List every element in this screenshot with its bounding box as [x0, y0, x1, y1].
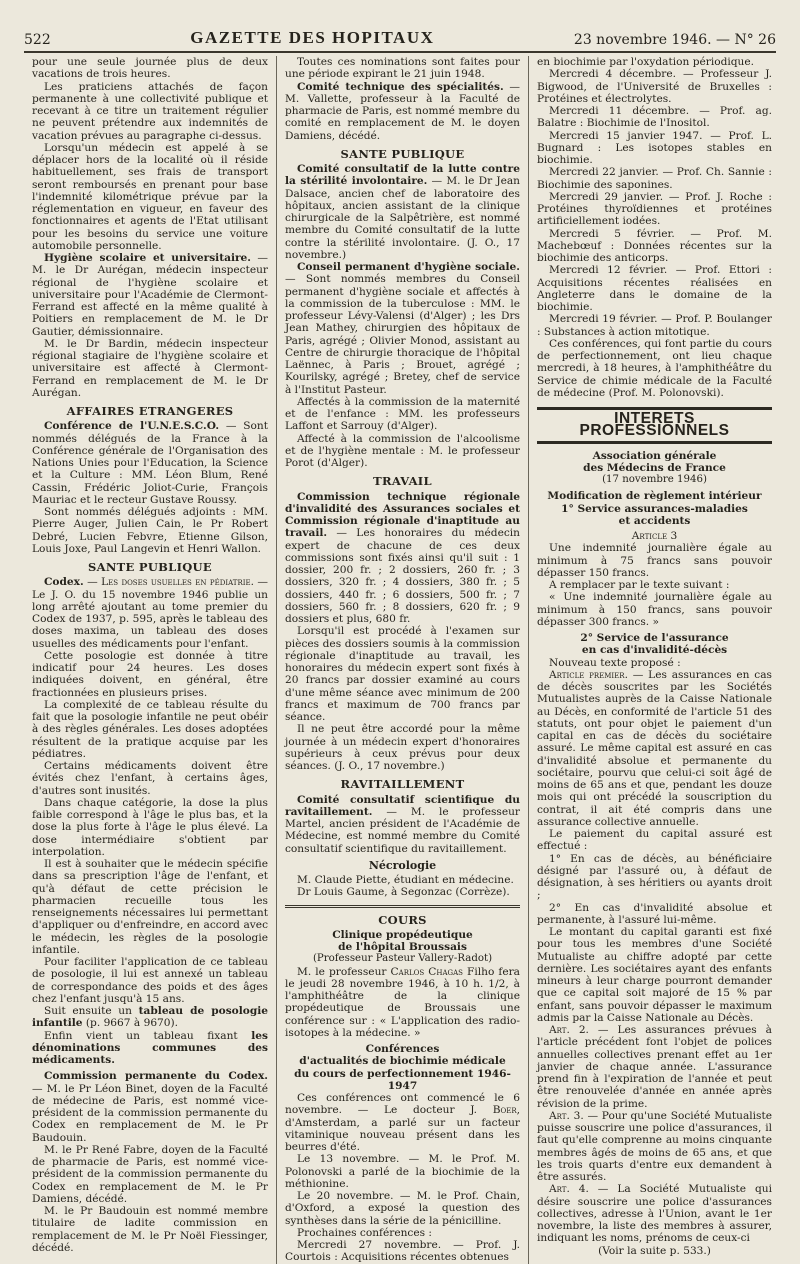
- paragraph: Mercredi 29 janvier. — Prof. J. Roche : Protéines thyroïdiennes et protéines artificiellement iodées.: [537, 190, 772, 228]
- paragraph: Prochaines conférences :: [297, 1226, 432, 1239]
- paragraph-text: — Sont nommés membres du Conseil permanent d'hygiène sociale et affectés à la commission de la tuberculose : MM. le professeur Lévy-Valensi (d'Alger) ; les Drs Jean Mathey, chirurgien des hôpitaux de Paris, agrégé ; Olivier Monod, assistant au Centre de chirurgie thoracique de l'hôpital Laënnec, à Paris ; Brouet, agrégé ; Kourilsky, agrégé ; Bretey, chef de service à l'Institut Pasteur.: [285, 273, 520, 396]
- section-heading: TRAVAIL: [373, 474, 432, 489]
- paragraph: [285, 1092, 520, 1153]
- paragraph-text: — M. le Dr Aurégan, médecin inspecteur régional de l'hygiène scolaire et universitaire pour l'Académie de Clermont-Ferrand est affecté en la même qualité à Poitiers en remplacement de M. le Dr Gautier, démissionnaire.: [32, 252, 268, 338]
- subheading: [537, 490, 772, 502]
- subheading-line: 1° Service assurances-maladies: [561, 502, 748, 515]
- paragraph: Mercredi 12 février. — Prof. Ettori : Acquisitions récentes réalisées en Angleterre dans le domaine de la biochimie.: [537, 264, 772, 313]
- paragraph: [537, 1110, 772, 1184]
- paragraph-text: — M. le Pr Léon Binet, doyen de la Faculté de médecine de Paris, est nommé vice-président de la commission permanente du Codex en remplacement de M. le Pr Baudouin.: [32, 1082, 268, 1144]
- subheading-line: d'actualités de biochimie médicale: [299, 1055, 506, 1068]
- paragraph-text: — M. Vallette, professeur à la Faculté de pharmacie de Paris, est nommé membre du comité en remplacement de M. le doyen Damiens, décédé.: [285, 80, 520, 142]
- paragraph: 2° En cas d'invalidité absolue et permanente, à l'assuré lui-même.: [537, 901, 772, 926]
- subheading: [537, 644, 772, 656]
- section-heading: SANTE PUBLIQUE: [340, 146, 465, 161]
- section-lead: Commission permanente du Codex.: [44, 1070, 268, 1083]
- paragraph: M. le Dr Bardin, médecin inspecteur régional stagiaire de l'hygiène scolaire et universitaire est affecté à Clermont-Ferrand en remplacement de M. le Dr Aurégan.: [32, 337, 268, 399]
- paragraph: [537, 669, 772, 828]
- section-banner: INTERETS PROFESSIONNELS: [537, 407, 772, 444]
- journal-title: GAZETTE DES HOPITAUX: [190, 28, 435, 47]
- page-number: 522: [24, 32, 51, 48]
- paragraph: [285, 794, 520, 855]
- small-caps-text: — Les doses usuelles en pédiatrie.: [83, 576, 254, 589]
- paragraph: M. le Pr Baudouin est nommé membre titulaire de ladite commission en remplacement de M. le Pr Noël Fiessinger, décédé.: [32, 1205, 268, 1254]
- article-label: Article 3: [631, 530, 678, 542]
- paragraph: Dans chaque catégorie, la dose la plus faible correspond à l'âge le plus bas, et la dose la plus forte à l'âge le plus élevé. La dose intermédiaire s'obtient par interpolation.: [32, 796, 268, 858]
- paragraph-text: — Sont nommés délégués de la France à la Conférence générale de l'Organisation des Nations Unies pour l'Education, la Science et la Culture : MM. Léon Blum, René Cassin, Frédéric Joliot-Curie, François Mauriac et le recteur Gustave Roussy.: [32, 420, 268, 506]
- paragraph-text: (p. 9667 à 9670).: [82, 1017, 179, 1030]
- paragraph: [537, 1024, 772, 1110]
- paragraph-text: — M. le Dr Jean Dalsace, ancien chef de laboratoire des hôpitaux, ancien assistant de la clinique chirurgicale de la Salpêtrière, est nommé membre du Comité consultatif de la lutte contre la stérilité involontaire. (J. O., 17 novembre.): [285, 175, 520, 261]
- small-caps-text: Carlos Chagas: [390, 965, 463, 978]
- subheading-line: des Médecins de France: [583, 461, 726, 474]
- paragraph: Pour faciliter l'application de ce tableau de posologie, il lui est annexé un tableau de correspondance des poids et des âges chez l'enfant jusqu'à 15 ans.: [32, 956, 268, 1005]
- small-caps-text: Art. 2.: [549, 1024, 589, 1036]
- section-lead: Comité consultatif scientifique du ravitaillement.: [285, 793, 520, 818]
- section-heading: RAVITAILLEMENT: [340, 777, 465, 792]
- paragraph-text: M. le professeur: [297, 965, 391, 978]
- paragraph: [32, 420, 268, 506]
- section-lead: Commission technique régionale d'invalidité des Assurances sociales et Commission régionale d'inaptitude au travail.: [285, 490, 520, 540]
- section-lead: Hygiène scolaire et universitaire.: [44, 252, 251, 264]
- emphasis: les dénominations communes des médicaments.: [32, 1029, 268, 1066]
- paragraph-text: Suit ensuite un: [44, 1005, 139, 1017]
- paragraph: Ces conférences, qui font partie du cours de perfectionnement, ont lieu chaque mercredi, à 18 heures, à l'amphithéâtre du Service de chimie médicale de la Faculté de médecine (Prof. M. Polonovski).: [537, 337, 772, 399]
- continuation-note: (Voir la suite p. 533.): [598, 1244, 711, 1257]
- paragraph: Lorsqu'un médecin est appelé à se déplacer hors de la localité où il réside habituellement, ses frais de transport seront remboursés en prenant pour base l'indemnité kilométrique prévue par la réglementation en vigueur, en faveur des fonctionnaires et agents de l'Etat utilisant pour les besoins du service une voiture automobile personnelle.: [32, 141, 268, 252]
- paragraph-text: — Pour qu'une Société Mutualiste puisse souscrire une police d'assurances, il faut qu'elle comprenne au moins cinquante membres âgés de moins de 65 ans, et que les trois quarts d'entre eux demandent à être assurés.: [537, 1109, 773, 1183]
- paragraph-text: Enfin vient un tableau fixant: [44, 1029, 252, 1042]
- paragraph: [285, 81, 520, 142]
- paragraph: [32, 252, 268, 338]
- subheading-note: (17 novembre 1946): [602, 474, 707, 485]
- subheading-line: de l'hôpital Broussais: [338, 941, 467, 953]
- subheading: [285, 941, 520, 953]
- section-heading: AFFAIRES ETRANGERES: [66, 404, 234, 418]
- paragraph: pour une seule journée plus de deux vacations de trois heures.: [32, 56, 268, 81]
- paragraph: Dr Louis Gaume, à Segonzac (Corrèze).: [297, 886, 510, 899]
- paragraph: Mercredi 27 novembre. — Prof. J. Courtois : Acquisitions récentes obtenues: [285, 1239, 520, 1264]
- paragraph: 1° En cas de décès, au bénéficiaire désigné par l'assuré ou, à défaut de désignation, à ses héritiers ou ayants droit ;: [537, 852, 772, 902]
- section-heading: COURS: [378, 912, 427, 927]
- subheading-line: Conférences: [365, 1043, 440, 1055]
- section-lead: Codex.: [44, 576, 84, 589]
- paragraph: [285, 966, 520, 1040]
- paragraph-text: — M. le professeur Martel, ancien président de l'Académie de Médecine, est nommé membre du Comité consultatif scientifique du ravitaillement.: [285, 805, 520, 855]
- paragraph: M. Claude Piette, étudiant en médecine.: [297, 874, 514, 886]
- subheading: [285, 1055, 520, 1067]
- paragraph: en biochimie par l'oxydation périodique.: [537, 56, 754, 68]
- emphasis: tableau de posologie infantile: [32, 1005, 268, 1030]
- paragraph: Une indemnité journalière égale au minimum à 75 francs sans pouvoir dépasser 150 francs.: [537, 542, 772, 579]
- paragraph: Il est à souhaiter que le médecin spécifie dans sa prescription l'âge de l'enfant, et qu'à défaut de cette précision le pharmacien recueille tous les renseignements nécessaires lui permettant d'appliquer ou d'enfreindre, en accord avec le médecin, les règles de la posologie infantile.: [32, 858, 268, 956]
- paragraph: Affectés à la commission de la maternité et de l'enfance : MM. les professeurs Laffont et Sarrouy (d'Alger).: [285, 395, 520, 433]
- paragraph: Mercredi 4 décembre. — Professeur J. Bigwood, de l'Université de Bruxelles : Protéines et électrolytes.: [537, 68, 772, 105]
- small-caps-text: Art. 3.: [549, 1109, 584, 1122]
- paragraph-text: Ces conférences ont commencé le 6 novembre. — Le docteur J.: [285, 1092, 520, 1117]
- small-caps-text: Art. 4.: [549, 1183, 589, 1196]
- paragraph-text: — Les assurances en cas de décès souscrites par les Sociétés Mutualistes auprès de la Caisse Nationale au Décès, en conformité de l'article 51 des statuts, ont pour objet le paiement d'un capital en cas de décès du sociétaire assuré. Le même capital est assuré en cas d'invalidité absolue et permanente du sociétaire, pourvu que celui-ci soit âgé de moins de 65 ans et que, pendant les douze mois qui ont précédé la souscription du contrat, il ait été compris dans une assurance collective annuelle.: [537, 668, 772, 828]
- article-columns: [24, 56, 780, 1264]
- column-1: [24, 56, 276, 1264]
- issue-date: 23 novembre 1946. — N° 26: [573, 32, 776, 48]
- column-3: [528, 56, 780, 1264]
- subheading-line: Clinique propédeutique: [332, 928, 473, 941]
- paragraph-text: — Les honoraires du médecin expert de chacune de ces deux commissions sont fixés ainsi qu'il suit : 1 dossier, 200 fr. ; 2 dossiers, 260 fr. ; 3 dossiers, 320 fr. ; 4 dossiers, 380 fr. ; 5 dossiers, 440 fr. ; 6 dossiers, 500 fr. ; 7 dossiers, 560 fr. ; 8 dossiers, 620 fr. ; 9 dossiers et plus, 680 fr.: [285, 527, 520, 625]
- section-lead: Comité consultatif de la lutte contre la stérilité involontaire.: [285, 163, 520, 188]
- paragraph: [32, 1070, 268, 1144]
- paragraph: Le montant du capital garanti est fixé pour tous les membres d'une Société Mutualiste au chiffre adopté par cette dernière. Les sociétaires ayant des enfants mineurs à leur charge pourront demander que ce capital soit majoré de 15 % par enfant, sans pouvoir dépasser le maximum admis par la Caisse Nationale au Décès.: [537, 926, 772, 1024]
- paragraph: [32, 1030, 268, 1067]
- paragraph-text: , d'Amsterdam, a parlé sur un facteur vitaminique nouveau présent dans les beurres d'été.: [285, 1104, 520, 1153]
- paragraph: Le paiement du capital assuré est effectué :: [537, 828, 772, 853]
- paragraph: Mercredi 19 février. — Prof. P. Boulanger : Substances à action mitotique.: [537, 313, 772, 338]
- paragraph: Cette posologie est donnée à titre indicatif pour 24 heures. Les doses indiquées doivent, en général, être fractionnées en plusieurs prises.: [32, 649, 268, 699]
- subheading-line: du cours de perfectionnement 1946-1947: [294, 1067, 511, 1092]
- section-heading: Nécrologie: [368, 858, 437, 872]
- subheading: [537, 450, 772, 462]
- subheading: [285, 1068, 520, 1093]
- subheading-line: et accidents: [618, 514, 691, 527]
- subheading-line: 2° Service de l'assurance: [580, 632, 729, 644]
- subheading: [537, 632, 772, 644]
- section-lead: Comité technique des spécialités.: [297, 80, 504, 93]
- subheading: [537, 503, 772, 515]
- paragraph: [537, 1183, 772, 1244]
- paragraph-text: Filho fera le jeudi 28 novembre 1946, à 10 h. 1/2, à l'amphithéâtre de la clinique propédeutique de Broussais une conférence sur : « L'application des radio-isotopes à la médecine. »: [285, 965, 520, 1039]
- page-header: [24, 24, 776, 53]
- subheading: [537, 515, 772, 527]
- subheading-line: Association générale: [592, 449, 717, 462]
- paragraph: [32, 1005, 268, 1030]
- paragraph: Toutes ces nominations sont faites pour une période expirant le 21 juin 1948.: [285, 56, 520, 81]
- paragraph: Les praticiens attachés de façon permanente à une collectivité publique et recevant à ce titre un traitement régulier ne peuvent prétendre aux indemnités de vacation prévues au paragraphe ci-dessus.: [32, 80, 268, 142]
- paragraph-text: — Le J. O. du 15 novembre 1946 publie un long arrêté ajoutant au tome premier du Codex de 1937, p. 595, après le tableau des doses maxima, un tableau des doses usuelles des médicaments pour l'enfant.: [32, 576, 269, 650]
- paragraph: A remplacer par le texte suivant :: [549, 579, 730, 591]
- divider: [285, 905, 520, 908]
- paragraph: [32, 576, 268, 650]
- section-lead: Conseil permanent d'hygiène sociale.: [297, 261, 520, 273]
- paragraph: Mercredi 11 décembre. — Prof. ag. Balatre : Biochimie de l'Inositol.: [537, 105, 772, 130]
- subheading: [285, 929, 520, 941]
- paragraph: Sont nommés délégués adjoints : MM. Pierre Auger, Julien Cain, le Pr Robert Debré, Lucien Febvre, Etienne Gilson, Louis Joxe, Paul Langevin et Henri Wallon.: [32, 506, 268, 555]
- subheading: [285, 1043, 520, 1055]
- small-caps-text: Article premier.: [549, 668, 628, 681]
- paragraph: Mercredi 22 janvier. — Prof. Ch. Sannie : Biochimie des saponines.: [537, 166, 772, 191]
- column-2: [276, 56, 528, 1264]
- paragraph: Le 13 novembre. — M. le Prof. M. Polonovski a parlé de la biochimie de la méthionine.: [285, 1153, 520, 1190]
- paragraph: Mercredi 5 février. — Prof. M. Machebœuf : Données récentes sur la biochimie des anticorps.: [537, 227, 772, 264]
- paragraph: [285, 491, 520, 626]
- subheading-line: en cas d'invalidité-décès: [581, 644, 728, 657]
- paragraph: Nouveau texte proposé :: [549, 656, 681, 669]
- paragraph: « Une indemnité journalière égale au minimum à 150 francs, sans pouvoir dépasser 300 francs. »: [537, 591, 772, 628]
- section-heading: SANTE PUBLIQUE: [88, 560, 212, 574]
- paragraph: Affecté à la commission de l'alcoolisme et de l'hygiène mentale : M. le professeur Porot (d'Alger).: [285, 432, 520, 469]
- paragraph: [285, 261, 520, 396]
- paragraph: Il ne peut être accordé pour la même journée à un médecin expert d'honoraires supérieurs à ceux prévus pour deux séances. (J. O., 17 novembre.): [285, 723, 520, 772]
- section-lead: Conférence de l'U.N.E.S.C.O.: [44, 420, 220, 433]
- subheading-line: Modification de règlement intérieur: [547, 490, 762, 503]
- subheading-note: (Professeur Pasteur Vallery-Radot): [312, 953, 493, 965]
- small-caps-text: Boer: [492, 1104, 517, 1117]
- paragraph-text: — La Société Mutualiste qui désire souscrire une police d'assurances collectives, adresse à l'Union, avant le 1er novembre, la liste des membres à assurer, indiquant les noms, prénoms de ceux-ci: [537, 1183, 772, 1245]
- paragraph-text: — Les assurances prévues à l'article précédent font l'objet de polices annuelles collectives prenant effet au 1er janvier de chaque année. L'assurance prend fin à l'expiration de l'année et peut être renouvelée d'année en année après révision de la prime.: [537, 1024, 772, 1110]
- paragraph: [285, 163, 520, 261]
- paragraph: Mercredi 15 janvier 1947. — Prof. L. Bugnard : Les isotopes stables en biochimie.: [537, 129, 772, 166]
- paragraph: M. le Pr René Fabre, doyen de la Faculté de pharmacie de Paris, est nommé vice-président de la commission permanente du Codex en remplacement de M. le Pr Damiens, décédé.: [32, 1143, 268, 1205]
- paragraph: Le 20 novembre. — M. le Prof. Chain, d'Oxford, a exposé la question des synthèses dans la série de la pénicilline.: [285, 1190, 520, 1227]
- paragraph: Certains médicaments doivent être évités chez l'enfant, à certains âges, d'autres sont inusités.: [32, 760, 268, 797]
- subheading: [537, 462, 772, 474]
- paragraph: Lorsqu'il est procédé à l'examen sur pièces des dossiers soumis à la commission régionale d'inaptitude au travail, les honoraires du médecin expert sont fixés à 20 francs par dossier examiné au cours d'une même séance avec minimum de 200 francs et maximum de 700 francs par séance.: [285, 625, 520, 723]
- paragraph: La complexité de ce tableau résulte du fait que la posologie infantile ne peut obéir à des règles générales. Les doses adoptées résultent de la pratique acquise par les pédiatres.: [32, 698, 268, 760]
